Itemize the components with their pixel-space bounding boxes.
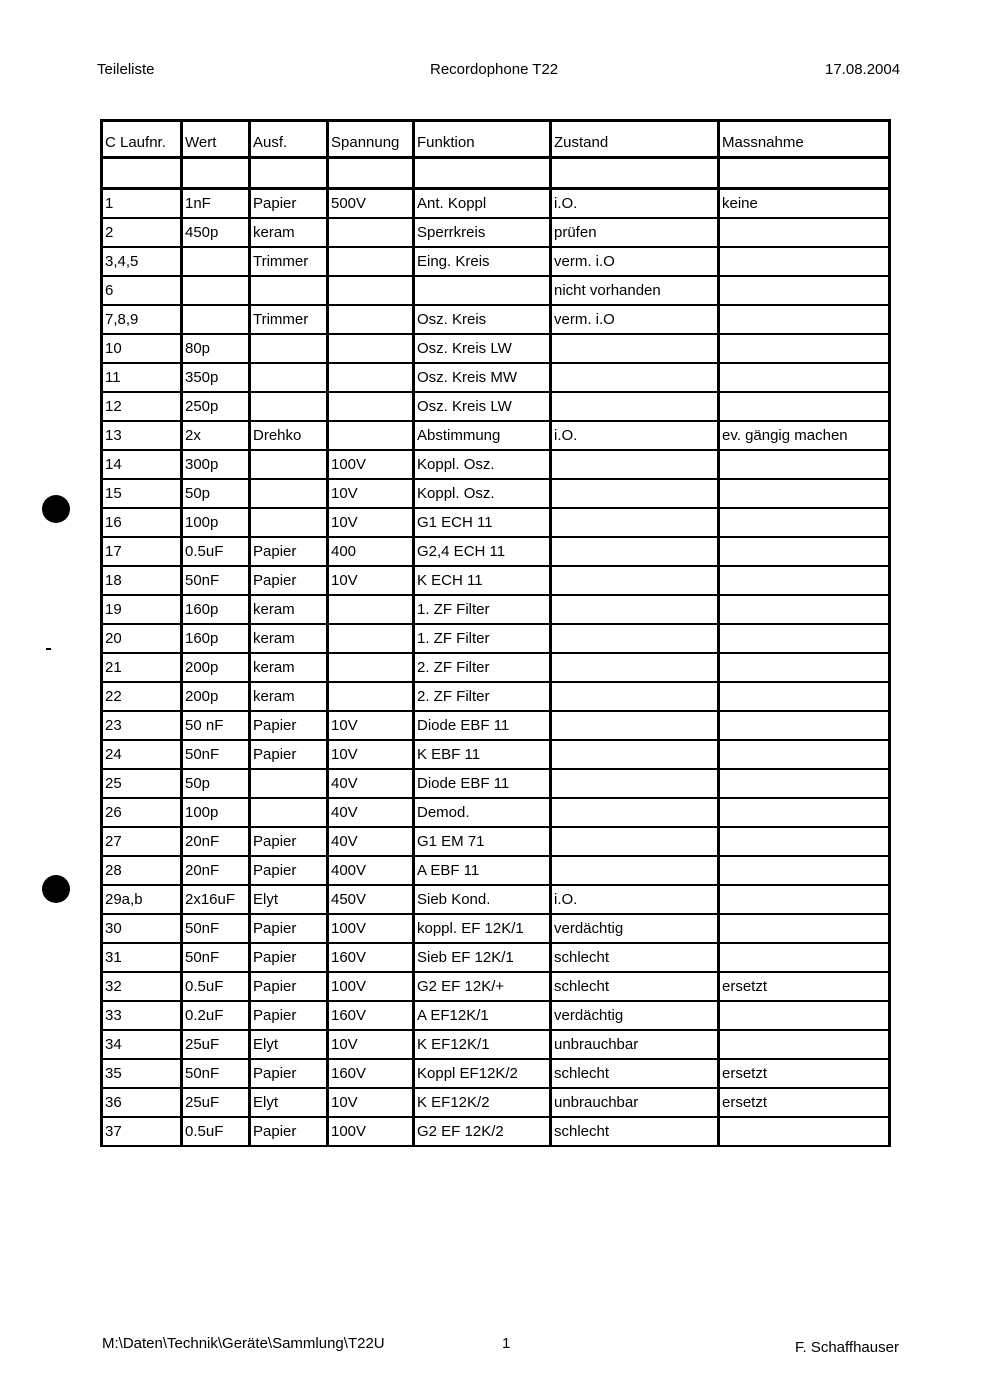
cell-zustand bbox=[551, 798, 719, 827]
blank-cell bbox=[182, 158, 250, 189]
cell-massnahme bbox=[719, 508, 890, 537]
cell-massnahme bbox=[719, 740, 890, 769]
cell-massnahme bbox=[719, 856, 890, 885]
cell-wert: 50nF bbox=[182, 943, 250, 972]
table-row bbox=[102, 1117, 890, 1146]
cell-funktion: koppl. EF 12K/1 bbox=[414, 914, 551, 943]
cell-spannung bbox=[328, 247, 414, 276]
cell-funktion bbox=[414, 276, 551, 305]
cell-ausf: keram bbox=[250, 624, 328, 653]
cell-spannung: 450V bbox=[328, 885, 414, 914]
cell-wert: 50nF bbox=[182, 740, 250, 769]
table-row bbox=[102, 1088, 890, 1117]
cell-spannung: 400V bbox=[328, 856, 414, 885]
cell-zustand: verm. i.O bbox=[551, 247, 719, 276]
blank-cell bbox=[102, 158, 182, 189]
cell-ausf bbox=[250, 508, 328, 537]
cell-funktion: A EBF 11 bbox=[414, 856, 551, 885]
cell-laufnr: 19 bbox=[102, 595, 182, 624]
cell-spannung: 400 bbox=[328, 537, 414, 566]
cell-zustand bbox=[551, 653, 719, 682]
cell-funktion: G2 EF 12K/+ bbox=[414, 972, 551, 1001]
cell-laufnr: 22 bbox=[102, 682, 182, 711]
cell-ausf bbox=[250, 392, 328, 421]
cell-wert: 25uF bbox=[182, 1030, 250, 1059]
table-row bbox=[102, 624, 890, 653]
footer-author: F. Schaffhauser bbox=[795, 1339, 899, 1356]
cell-spannung: 10V bbox=[328, 566, 414, 595]
cell-massnahme bbox=[719, 305, 890, 334]
cell-funktion: Abstimmung bbox=[414, 421, 551, 450]
cell-massnahme bbox=[719, 247, 890, 276]
cell-massnahme: ersetzt bbox=[719, 1059, 890, 1088]
cell-ausf: Elyt bbox=[250, 1088, 328, 1117]
cell-zustand bbox=[551, 827, 719, 856]
cell-funktion: 2. ZF Filter bbox=[414, 653, 551, 682]
cell-ausf bbox=[250, 798, 328, 827]
table-row bbox=[102, 334, 890, 363]
cell-massnahme bbox=[719, 363, 890, 392]
cell-funktion: A EF12K/1 bbox=[414, 1001, 551, 1030]
cell-massnahme bbox=[719, 1030, 890, 1059]
cell-zustand: verm. i.O bbox=[551, 305, 719, 334]
cell-zustand: nicht vorhanden bbox=[551, 276, 719, 305]
cell-massnahme: ersetzt bbox=[719, 1088, 890, 1117]
cell-funktion: Sperrkreis bbox=[414, 218, 551, 247]
cell-massnahme bbox=[719, 798, 890, 827]
column-header-laufnr: C Laufnr. bbox=[102, 121, 182, 158]
cell-zustand bbox=[551, 508, 719, 537]
cell-wert: 100p bbox=[182, 798, 250, 827]
cell-funktion: Osz. Kreis MW bbox=[414, 363, 551, 392]
cell-wert bbox=[182, 276, 250, 305]
cell-funktion: G1 ECH 11 bbox=[414, 508, 551, 537]
cell-ausf: Papier bbox=[250, 856, 328, 885]
parts-table bbox=[100, 119, 891, 1147]
cell-funktion: K ECH 11 bbox=[414, 566, 551, 595]
cell-funktion: 2. ZF Filter bbox=[414, 682, 551, 711]
cell-laufnr: 26 bbox=[102, 798, 182, 827]
cell-wert: 0.5uF bbox=[182, 972, 250, 1001]
cell-ausf: Papier bbox=[250, 943, 328, 972]
cell-funktion: Demod. bbox=[414, 798, 551, 827]
cell-spannung: 160V bbox=[328, 1001, 414, 1030]
blank-cell bbox=[328, 158, 414, 189]
table-row bbox=[102, 218, 890, 247]
cell-zustand: i.O. bbox=[551, 421, 719, 450]
cell-wert: 450p bbox=[182, 218, 250, 247]
cell-spannung: 500V bbox=[328, 189, 414, 219]
cell-spannung bbox=[328, 595, 414, 624]
punch-hole-icon bbox=[42, 875, 70, 903]
cell-wert: 0.5uF bbox=[182, 537, 250, 566]
cell-laufnr: 28 bbox=[102, 856, 182, 885]
cell-spannung: 100V bbox=[328, 450, 414, 479]
cell-spannung: 160V bbox=[328, 1059, 414, 1088]
cell-massnahme bbox=[719, 392, 890, 421]
cell-laufnr: 30 bbox=[102, 914, 182, 943]
cell-spannung: 10V bbox=[328, 1030, 414, 1059]
footer-file-path: M:\Daten\Technik\Geräte\Sammlung\T22U bbox=[102, 1335, 385, 1352]
cell-laufnr: 7,8,9 bbox=[102, 305, 182, 334]
cell-spannung: 40V bbox=[328, 798, 414, 827]
cell-ausf: Papier bbox=[250, 1117, 328, 1146]
cell-ausf: Papier bbox=[250, 537, 328, 566]
cell-wert: 50p bbox=[182, 769, 250, 798]
cell-wert: 160p bbox=[182, 595, 250, 624]
cell-spannung: 100V bbox=[328, 914, 414, 943]
cell-laufnr: 21 bbox=[102, 653, 182, 682]
cell-wert: 300p bbox=[182, 450, 250, 479]
cell-massnahme bbox=[719, 653, 890, 682]
cell-laufnr: 12 bbox=[102, 392, 182, 421]
cell-wert: 25uF bbox=[182, 1088, 250, 1117]
cell-ausf: keram bbox=[250, 218, 328, 247]
cell-funktion: 1. ZF Filter bbox=[414, 595, 551, 624]
table-row bbox=[102, 247, 890, 276]
cell-zustand bbox=[551, 392, 719, 421]
cell-funktion: K EF12K/1 bbox=[414, 1030, 551, 1059]
cell-ausf: keram bbox=[250, 682, 328, 711]
cell-spannung bbox=[328, 363, 414, 392]
cell-wert: 160p bbox=[182, 624, 250, 653]
blank-cell bbox=[719, 158, 890, 189]
table-row bbox=[102, 276, 890, 305]
cell-spannung: 10V bbox=[328, 479, 414, 508]
cell-laufnr: 16 bbox=[102, 508, 182, 537]
cell-wert: 200p bbox=[182, 653, 250, 682]
cell-spannung bbox=[328, 392, 414, 421]
blank-cell bbox=[250, 158, 328, 189]
cell-ausf: Papier bbox=[250, 972, 328, 1001]
cell-massnahme bbox=[719, 943, 890, 972]
cell-ausf: Papier bbox=[250, 827, 328, 856]
cell-zustand bbox=[551, 566, 719, 595]
blank-cell bbox=[414, 158, 551, 189]
cell-zustand bbox=[551, 537, 719, 566]
column-header-zustand: Zustand bbox=[551, 121, 719, 158]
cell-spannung bbox=[328, 624, 414, 653]
cell-spannung bbox=[328, 305, 414, 334]
cell-spannung: 160V bbox=[328, 943, 414, 972]
table-row bbox=[102, 508, 890, 537]
table-row bbox=[102, 856, 890, 885]
cell-ausf: Papier bbox=[250, 189, 328, 219]
cell-funktion: Osz. Kreis LW bbox=[414, 334, 551, 363]
cell-zustand: schlecht bbox=[551, 972, 719, 1001]
cell-spannung: 10V bbox=[328, 711, 414, 740]
column-header-wert: Wert bbox=[182, 121, 250, 158]
table-row bbox=[102, 189, 890, 219]
cell-wert: 0.2uF bbox=[182, 1001, 250, 1030]
cell-spannung bbox=[328, 421, 414, 450]
cell-funktion: Osz. Kreis bbox=[414, 305, 551, 334]
cell-funktion: 1. ZF Filter bbox=[414, 624, 551, 653]
cell-zustand: i.O. bbox=[551, 189, 719, 219]
cell-laufnr: 20 bbox=[102, 624, 182, 653]
cell-zustand: schlecht bbox=[551, 1117, 719, 1146]
cell-zustand: schlecht bbox=[551, 1059, 719, 1088]
cell-ausf bbox=[250, 769, 328, 798]
cell-zustand bbox=[551, 479, 719, 508]
cell-laufnr: 11 bbox=[102, 363, 182, 392]
cell-wert: 20nF bbox=[182, 827, 250, 856]
column-header-massnahme: Massnahme bbox=[719, 121, 890, 158]
cell-ausf: Papier bbox=[250, 1059, 328, 1088]
cell-zustand: unbrauchbar bbox=[551, 1088, 719, 1117]
cell-wert: 200p bbox=[182, 682, 250, 711]
cell-wert: 50nF bbox=[182, 1059, 250, 1088]
cell-laufnr: 25 bbox=[102, 769, 182, 798]
table-row bbox=[102, 392, 890, 421]
cell-zustand bbox=[551, 856, 719, 885]
cell-ausf: Papier bbox=[250, 566, 328, 595]
cell-wert bbox=[182, 305, 250, 334]
cell-wert: 80p bbox=[182, 334, 250, 363]
cell-ausf bbox=[250, 479, 328, 508]
table-row bbox=[102, 421, 890, 450]
table-row bbox=[102, 1001, 890, 1030]
cell-ausf: Elyt bbox=[250, 885, 328, 914]
cell-laufnr: 6 bbox=[102, 276, 182, 305]
cell-massnahme bbox=[719, 537, 890, 566]
cell-zustand bbox=[551, 450, 719, 479]
cell-ausf: Papier bbox=[250, 914, 328, 943]
cell-wert: 2x16uF bbox=[182, 885, 250, 914]
cell-ausf: Trimmer bbox=[250, 247, 328, 276]
cell-zustand: verdächtig bbox=[551, 1001, 719, 1030]
cell-spannung bbox=[328, 276, 414, 305]
cell-laufnr: 10 bbox=[102, 334, 182, 363]
cell-funktion: Koppl. Osz. bbox=[414, 450, 551, 479]
cell-massnahme: keine bbox=[719, 189, 890, 219]
table-row bbox=[102, 682, 890, 711]
cell-funktion: K EBF 11 bbox=[414, 740, 551, 769]
cell-wert bbox=[182, 247, 250, 276]
cell-funktion: G1 EM 71 bbox=[414, 827, 551, 856]
column-header-ausf: Ausf. bbox=[250, 121, 328, 158]
cell-spannung bbox=[328, 682, 414, 711]
header-date: 17.08.2004 bbox=[825, 61, 901, 78]
cell-funktion: Koppl EF12K/2 bbox=[414, 1059, 551, 1088]
cell-massnahme bbox=[719, 1117, 890, 1146]
cell-massnahme bbox=[719, 624, 890, 653]
cell-ausf bbox=[250, 334, 328, 363]
table-row bbox=[102, 972, 890, 1001]
header-title: Recordophone T22 bbox=[430, 61, 559, 78]
column-header-funktion: Funktion bbox=[414, 121, 551, 158]
table-row bbox=[102, 885, 890, 914]
cell-wert: 2x bbox=[182, 421, 250, 450]
cell-zustand: schlecht bbox=[551, 943, 719, 972]
cell-massnahme bbox=[719, 276, 890, 305]
cell-spannung: 40V bbox=[328, 827, 414, 856]
cell-massnahme bbox=[719, 334, 890, 363]
cell-funktion: G2 EF 12K/2 bbox=[414, 1117, 551, 1146]
table-row bbox=[102, 305, 890, 334]
table-row bbox=[102, 943, 890, 972]
cell-massnahme bbox=[719, 450, 890, 479]
cell-zustand bbox=[551, 624, 719, 653]
cell-funktion: Koppl. Osz. bbox=[414, 479, 551, 508]
cell-zustand: prüfen bbox=[551, 218, 719, 247]
cell-funktion: Ant. Koppl bbox=[414, 189, 551, 219]
cell-spannung: 10V bbox=[328, 508, 414, 537]
cell-laufnr: 3,4,5 bbox=[102, 247, 182, 276]
cell-funktion: Sieb Kond. bbox=[414, 885, 551, 914]
cell-wert: 0.5uF bbox=[182, 1117, 250, 1146]
cell-zustand bbox=[551, 740, 719, 769]
cell-massnahme bbox=[719, 682, 890, 711]
cell-massnahme bbox=[719, 566, 890, 595]
cell-ausf bbox=[250, 363, 328, 392]
cell-spannung bbox=[328, 334, 414, 363]
cell-laufnr: 35 bbox=[102, 1059, 182, 1088]
cell-ausf: Papier bbox=[250, 711, 328, 740]
cell-ausf: keram bbox=[250, 595, 328, 624]
cell-zustand bbox=[551, 595, 719, 624]
cell-wert: 20nF bbox=[182, 856, 250, 885]
table-row bbox=[102, 798, 890, 827]
cell-wert: 350p bbox=[182, 363, 250, 392]
cell-laufnr: 34 bbox=[102, 1030, 182, 1059]
cell-zustand: i.O. bbox=[551, 885, 719, 914]
cell-laufnr: 33 bbox=[102, 1001, 182, 1030]
table-row bbox=[102, 653, 890, 682]
cell-wert: 50nF bbox=[182, 914, 250, 943]
cell-massnahme bbox=[719, 218, 890, 247]
table-row bbox=[102, 769, 890, 798]
cell-ausf: Drehko bbox=[250, 421, 328, 450]
column-header-spannung: Spannung bbox=[328, 121, 414, 158]
table-row bbox=[102, 479, 890, 508]
cell-ausf: Papier bbox=[250, 1001, 328, 1030]
cell-funktion: G2,4 ECH 11 bbox=[414, 537, 551, 566]
cell-massnahme bbox=[719, 914, 890, 943]
cell-laufnr: 13 bbox=[102, 421, 182, 450]
table-row bbox=[102, 537, 890, 566]
cell-wert: 250p bbox=[182, 392, 250, 421]
cell-laufnr: 29a,b bbox=[102, 885, 182, 914]
table-row bbox=[102, 827, 890, 856]
punch-hole-icon bbox=[42, 495, 70, 523]
cell-laufnr: 2 bbox=[102, 218, 182, 247]
table-row bbox=[102, 363, 890, 392]
cell-ausf: Trimmer bbox=[250, 305, 328, 334]
cell-ausf bbox=[250, 276, 328, 305]
cell-laufnr: 14 bbox=[102, 450, 182, 479]
cell-ausf: Elyt bbox=[250, 1030, 328, 1059]
cell-massnahme bbox=[719, 769, 890, 798]
cell-massnahme bbox=[719, 479, 890, 508]
table-header-row bbox=[102, 121, 890, 158]
cell-zustand bbox=[551, 682, 719, 711]
table-blank-row bbox=[102, 158, 890, 189]
cell-zustand bbox=[551, 769, 719, 798]
header-document-type: Teileliste bbox=[97, 61, 155, 78]
cell-ausf: Papier bbox=[250, 740, 328, 769]
cell-laufnr: 1 bbox=[102, 189, 182, 219]
cell-ausf bbox=[250, 450, 328, 479]
table-row bbox=[102, 914, 890, 943]
cell-funktion: Diode EBF 11 bbox=[414, 769, 551, 798]
cell-massnahme: ev. gängig machen bbox=[719, 421, 890, 450]
cell-funktion: Diode EBF 11 bbox=[414, 711, 551, 740]
cell-massnahme bbox=[719, 827, 890, 856]
cell-massnahme bbox=[719, 1001, 890, 1030]
cell-massnahme bbox=[719, 595, 890, 624]
cell-wert: 1nF bbox=[182, 189, 250, 219]
cell-wert: 50p bbox=[182, 479, 250, 508]
cell-laufnr: 32 bbox=[102, 972, 182, 1001]
table-row bbox=[102, 450, 890, 479]
cell-wert: 50nF bbox=[182, 566, 250, 595]
cell-laufnr: 24 bbox=[102, 740, 182, 769]
cell-massnahme bbox=[719, 711, 890, 740]
cell-spannung: 100V bbox=[328, 972, 414, 1001]
table-row bbox=[102, 740, 890, 769]
cell-spannung: 10V bbox=[328, 740, 414, 769]
cell-laufnr: 15 bbox=[102, 479, 182, 508]
table-row bbox=[102, 1059, 890, 1088]
cell-laufnr: 17 bbox=[102, 537, 182, 566]
cell-ausf: keram bbox=[250, 653, 328, 682]
cell-funktion: Eing. Kreis bbox=[414, 247, 551, 276]
table-row bbox=[102, 1030, 890, 1059]
cell-wert: 50 nF bbox=[182, 711, 250, 740]
cell-massnahme: ersetzt bbox=[719, 972, 890, 1001]
cell-laufnr: 27 bbox=[102, 827, 182, 856]
cell-wert: 100p bbox=[182, 508, 250, 537]
footer-page-number: 1 bbox=[502, 1335, 511, 1352]
table-row bbox=[102, 566, 890, 595]
cell-funktion: Osz. Kreis LW bbox=[414, 392, 551, 421]
cell-laufnr: 36 bbox=[102, 1088, 182, 1117]
cell-spannung: 40V bbox=[328, 769, 414, 798]
cell-spannung bbox=[328, 218, 414, 247]
margin-mark bbox=[46, 648, 51, 650]
cell-laufnr: 18 bbox=[102, 566, 182, 595]
cell-massnahme bbox=[719, 885, 890, 914]
cell-laufnr: 31 bbox=[102, 943, 182, 972]
cell-zustand: unbrauchbar bbox=[551, 1030, 719, 1059]
table-row bbox=[102, 711, 890, 740]
cell-spannung: 10V bbox=[328, 1088, 414, 1117]
cell-zustand bbox=[551, 363, 719, 392]
cell-laufnr: 23 bbox=[102, 711, 182, 740]
cell-spannung bbox=[328, 653, 414, 682]
cell-zustand: verdächtig bbox=[551, 914, 719, 943]
blank-cell bbox=[551, 158, 719, 189]
cell-funktion: K EF12K/2 bbox=[414, 1088, 551, 1117]
table-row bbox=[102, 595, 890, 624]
cell-zustand bbox=[551, 711, 719, 740]
cell-funktion: Sieb EF 12K/1 bbox=[414, 943, 551, 972]
cell-laufnr: 37 bbox=[102, 1117, 182, 1146]
cell-spannung: 100V bbox=[328, 1117, 414, 1146]
cell-zustand bbox=[551, 334, 719, 363]
